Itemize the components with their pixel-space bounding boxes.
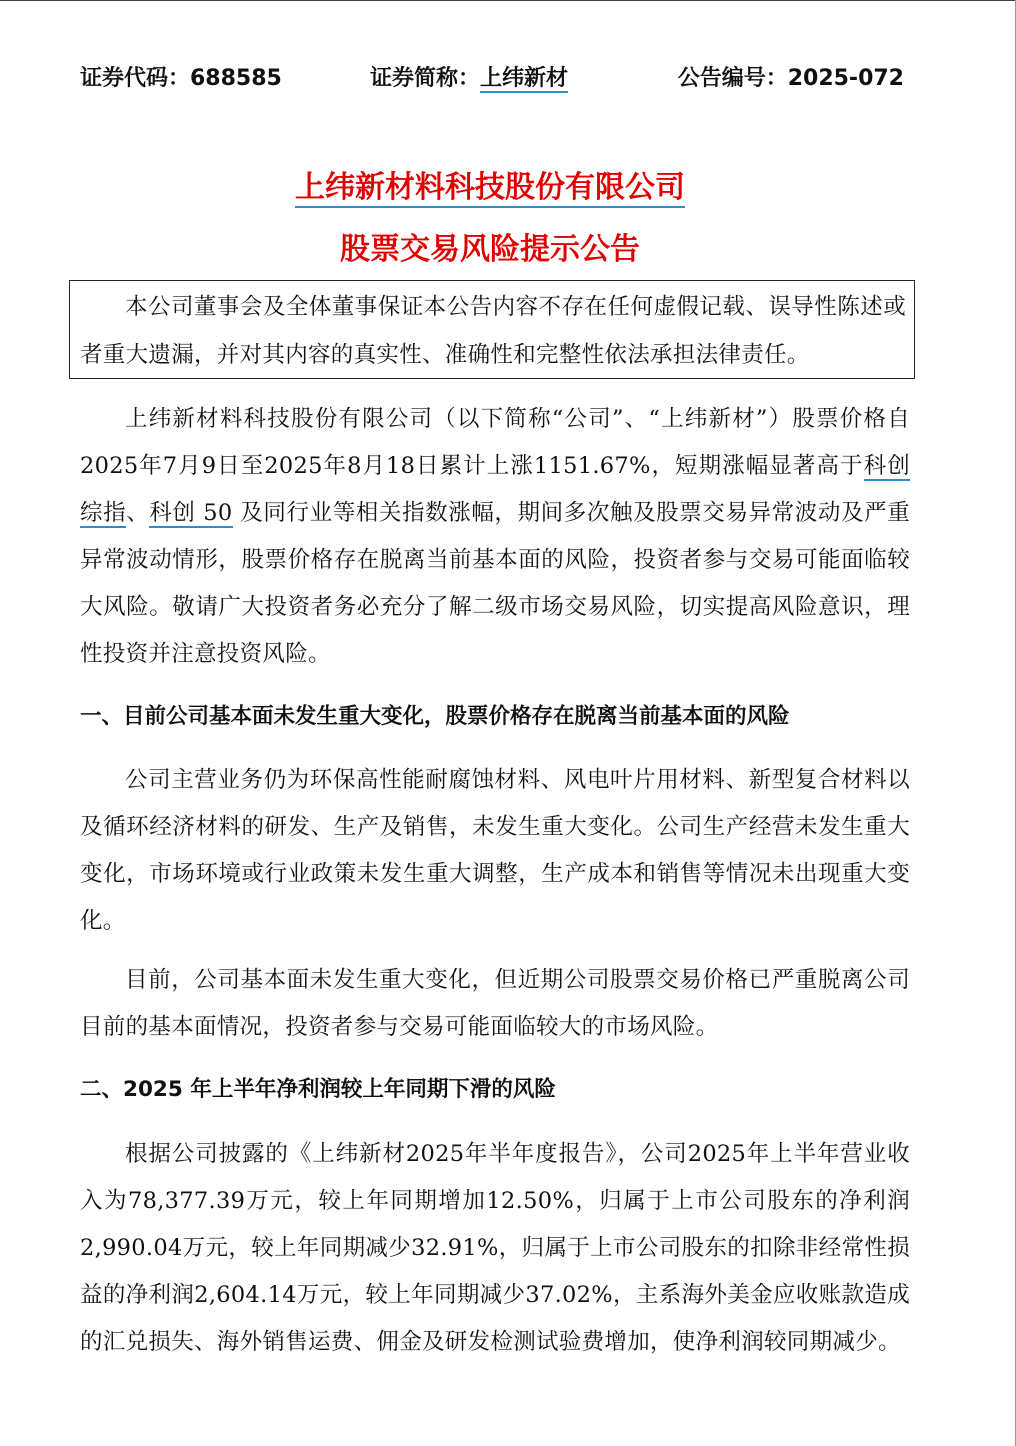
top-border-line [0,0,1016,1]
section-1-paragraph-1: 公司主营业务仍为环保高性能耐腐蚀材料、风电叶片用材料、新型复合材料以及循环经济材料的研发、生产及销售，未发生重大变化。公司生产经营未发生重大变化，市场环境或行业政策未发生重大调整，生产成本和销售等情况未出现重大变化。 [80,767,910,934]
board-statement-text: 本公司董事会及全体董事保证本公告内容不存在任何虚假记载、误导性陈述或者重大遗漏，并对其内容的真实性、准确性和完整性依法承担法律责任。 [80,294,906,368]
security-abbreviation-label: 证券简称： [370,66,481,91]
intro-text-1: 上纬新材料科技股份有限公司（以下简称“公司”、“上纬新材”）股票价格自2025年7月9日至2025年8月18日累计上涨1151.67%，短期涨幅显著高于 [80,406,910,479]
intro-paragraph [80,396,910,678]
security-abbreviation-link[interactable]: 上纬新材 [480,66,569,91]
security-abbreviation [370,62,568,96]
section-2-paragraph-1: 根据公司披露的《上纬新材2025年半年度报告》，公司2025年上半年营业收入为78,377.39万元，较上年同期增加12.50%，归属于上市公司股东的净利润2,990.04万元，较上年同期减少32.91%，归属于上市公司股东的扣除非经常性损益的净利润2,604.14万元，较上年同期减少37.02%，主系海外美金应收账款造成的汇兑损失、海外销售运费、佣金及研发检测试验费增加，使净利润较同期减少。 [80,1141,910,1355]
section-1-paragraph-2: 目前，公司基本面未发生重大变化，但近期公司股票交易价格已严重脱离公司目前的基本面情况，投资者参与交易可能面临较大的市场风险。 [80,967,910,1040]
intro-separator: 、 [126,500,150,526]
notice-number: 公告编号：2025-072 [677,66,904,91]
company-title [0,166,980,210]
document-title: 股票交易风险提示公告 [340,232,640,267]
sci-tech-composite-index-link[interactable]: 科创综指 [80,453,910,526]
security-code: 证券代码：688585 [80,66,282,91]
intro-text-2: 及同行业等相关指数涨幅，期间多次触及股票交易异常波动及严重异常波动情形，股票价格存在脱离当前基本面的风险，投资者参与交易可能面临较大风险。敬请广大投资者务必充分了解二级市场交易风险，切实提高风险意识，理性投资并注意投资风险。 [80,500,910,667]
section-1-heading: 一、目前公司基本面未发生重大变化，股票价格存在脱离当前基本面的风险 [80,704,790,729]
section-2-heading: 二、2025 年上半年净利润较上年同期下滑的风险 [80,1077,556,1102]
company-title-link[interactable]: 上纬新材料科技股份有限公司 [295,170,685,208]
board-statement-box [69,280,915,379]
sci-tech-50-link[interactable]: 科创 50 [149,500,233,526]
